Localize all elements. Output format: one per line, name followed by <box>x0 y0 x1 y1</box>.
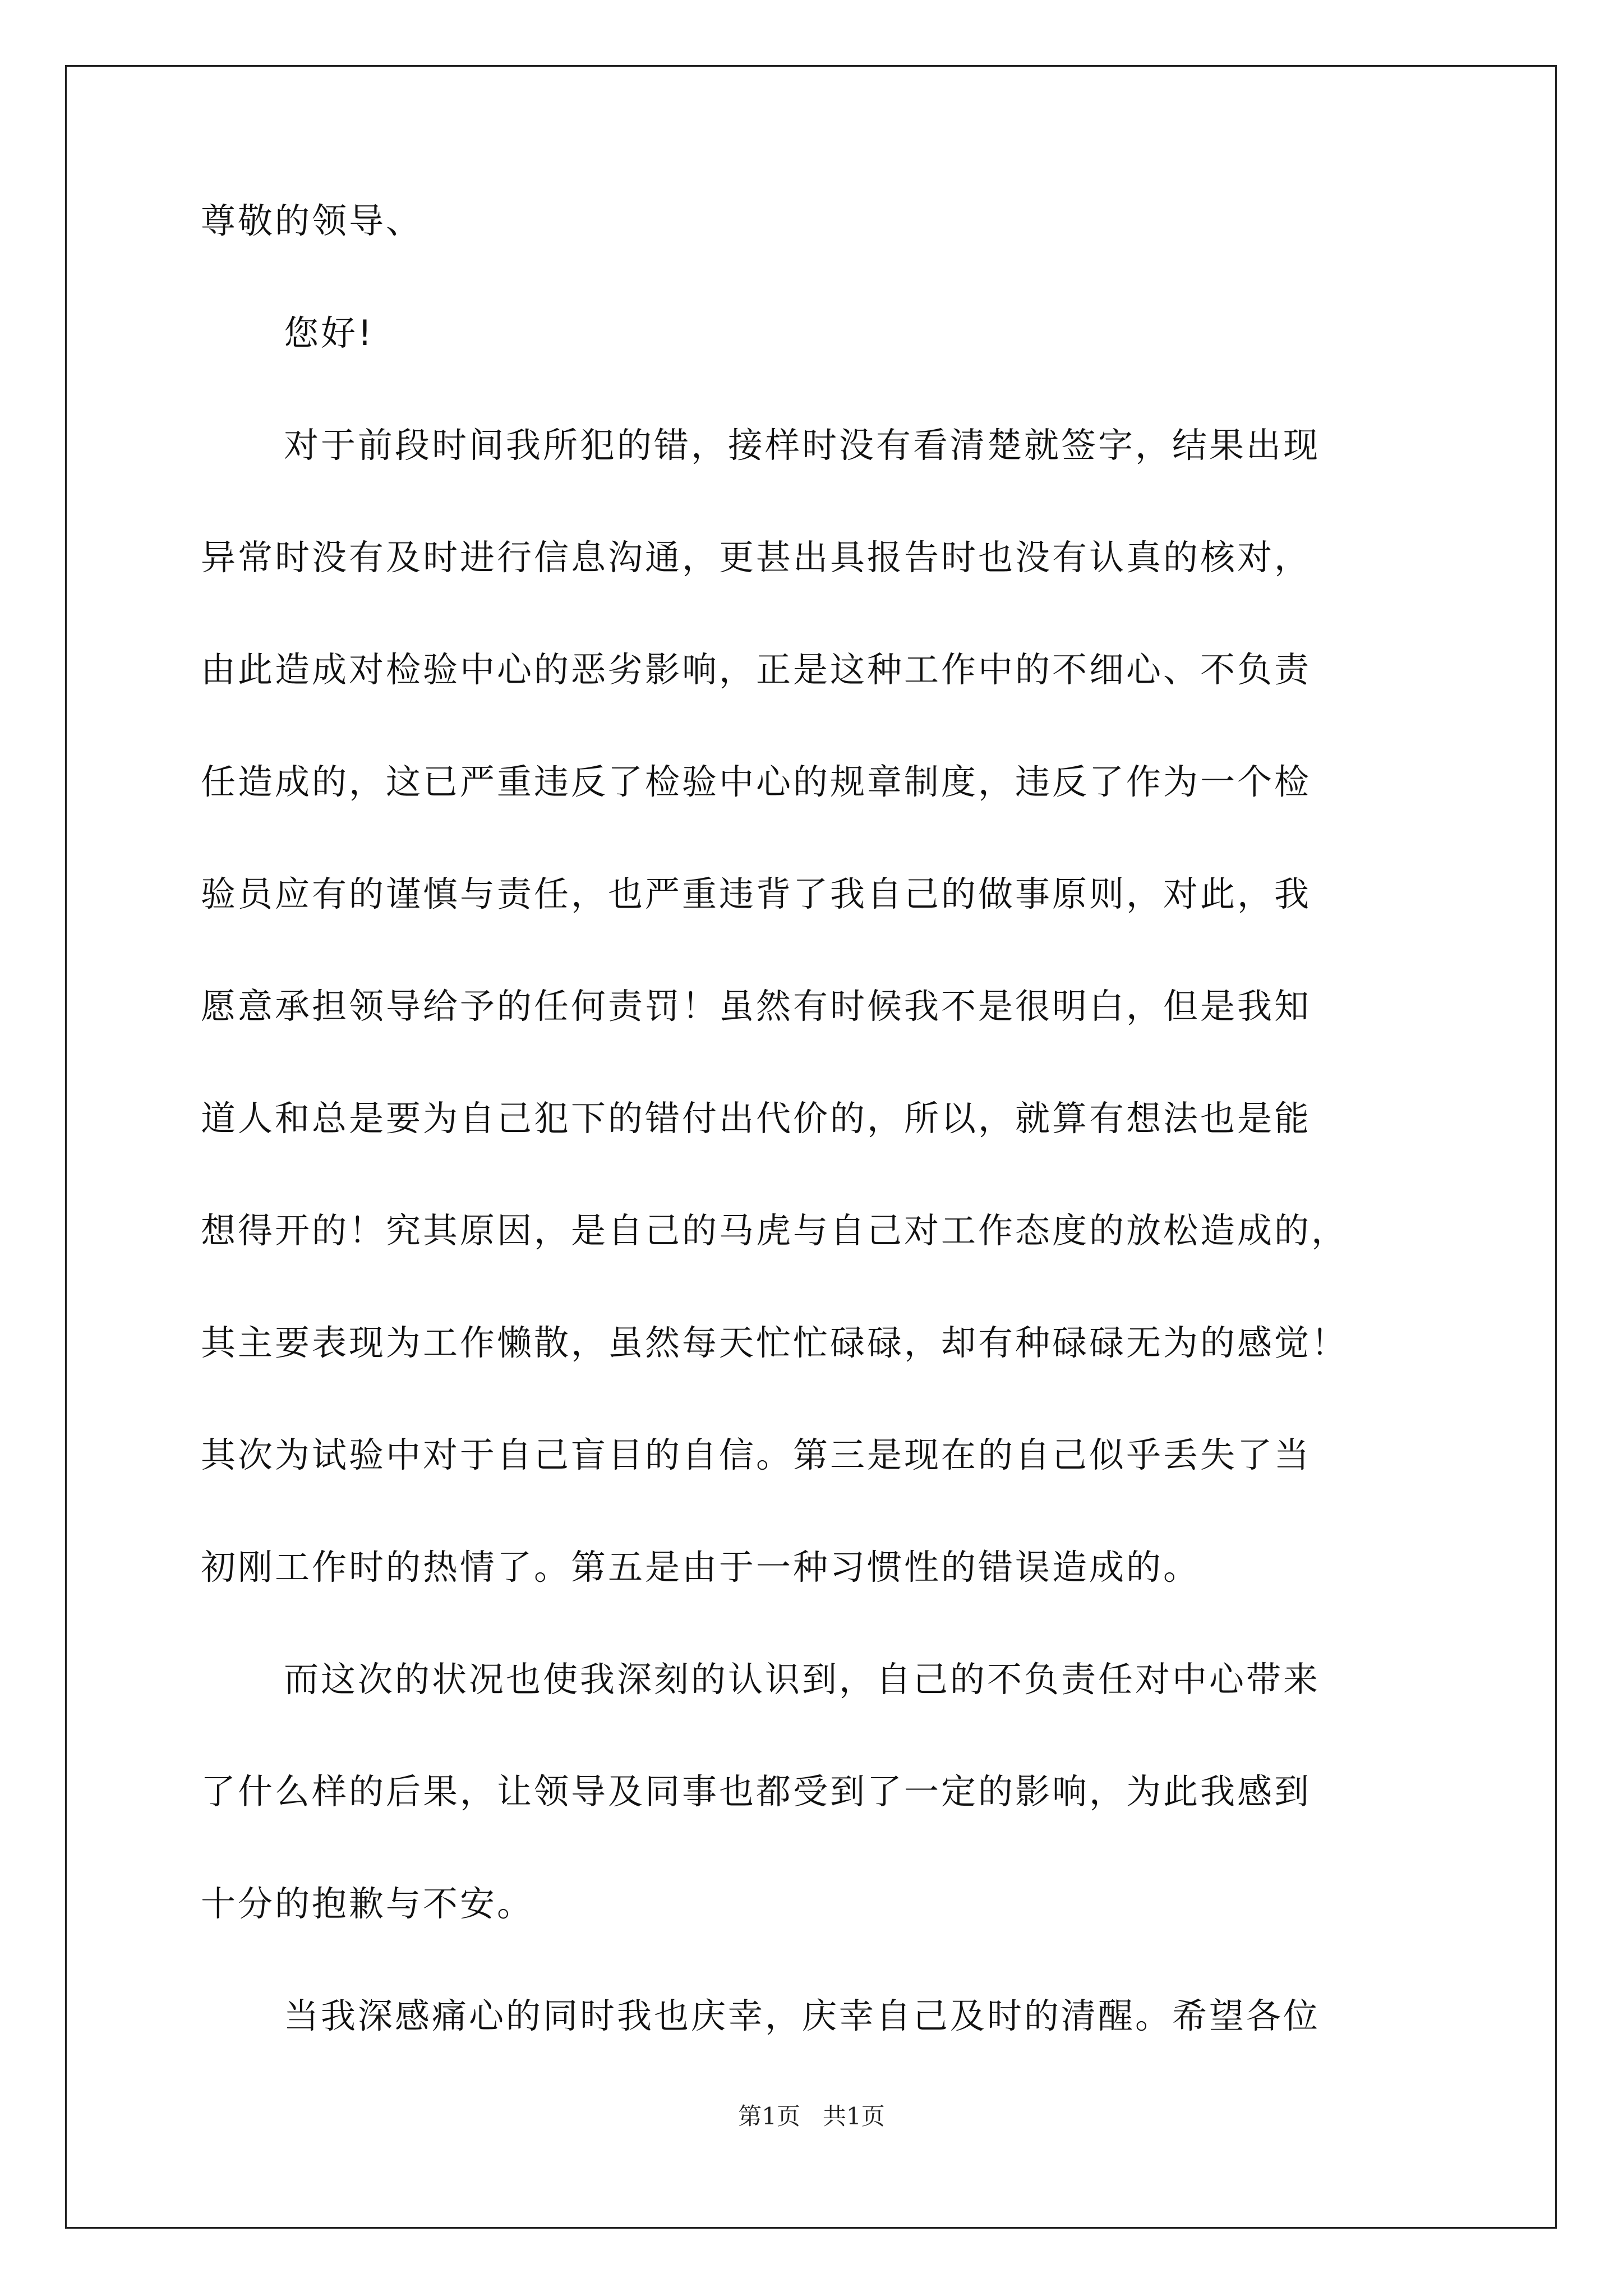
paragraph-line: 对于前段时间我所犯的错，接样时没有看清楚就签字，结果出现 <box>284 425 1321 466</box>
paragraph-line: 初刚工作时的热情了。第五是由于一种习惯性的错误造成的。 <box>201 1547 1201 1588</box>
paragraph-line: 验员应有的谨慎与责任，也严重违背了我自己的做事原则，对此，我 <box>201 873 1312 914</box>
page-number-footer: 第1页 共1页 <box>738 2102 885 2130</box>
paragraph-line: 而这次的状况也使我深刻的认识到，自己的不负责任对中心带来 <box>284 1659 1321 1700</box>
paragraph-line: 其主要表现为工作懒散，虽然每天忙忙碌碌，却有种碌碌无为的感觉！ <box>201 1322 1349 1363</box>
paragraph-line: 想得开的！究其原因，是自己的马虎与自己对工作态度的放松造成的， <box>201 1210 1349 1251</box>
salutation-line: 尊敬的领导、 <box>201 200 423 241</box>
paragraph-line: 了什么样的后果，让领导及同事也都受到了一定的影响，为此我感到 <box>201 1771 1312 1812</box>
paragraph-line: 其次为试验中对于自己盲目的自信。第三是现在的自己似乎丢失了当 <box>201 1434 1312 1475</box>
paragraph-line: 异常时没有及时进行信息沟通，更甚出具报告时也没有认真的核对， <box>201 537 1312 578</box>
paragraph-line: 道人和总是要为自己犯下的错付出代价的，所以，就算有想法也是能 <box>201 1098 1312 1139</box>
letter-body <box>201 195 1435 2102</box>
paragraph-line: 当我深感痛心的同时我也庆幸，庆幸自己及时的清醒。希望各位 <box>284 1995 1321 2036</box>
greeting-line: 您好! <box>284 312 374 353</box>
paragraph-line: 愿意承担领导给予的任何责罚！虽然有时候我不是很明白，但是我知 <box>201 986 1312 1027</box>
paragraph-line: 十分的抱歉与不安。 <box>201 1883 534 1924</box>
paragraph-line: 由此造成对检验中心的恶劣影响，正是这种工作中的不细心、不负责 <box>201 649 1312 690</box>
paragraph-line: 任造成的，这已严重违反了检验中心的规章制度，违反了作为一个检 <box>201 761 1312 802</box>
